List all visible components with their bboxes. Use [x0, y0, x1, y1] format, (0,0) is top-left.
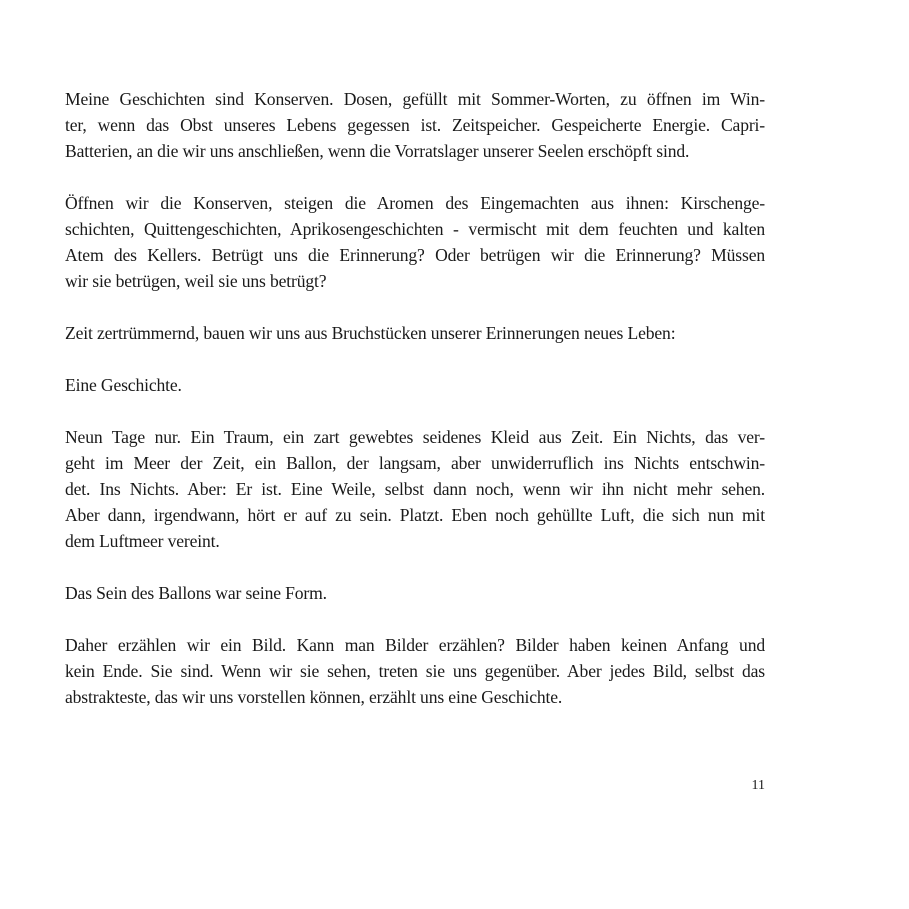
text-line: det. Ins Nichts. Aber: Er ist. Eine Weile, selbst dann noch, wenn wir ihn nicht mehr sehen. — [65, 479, 765, 499]
text-line: ter, wenn das Obst unseres Lebens gegessen ist. Zeitspeicher. Gespeicherte Energie. Capri- — [65, 115, 765, 135]
text-line: Neun Tage nur. Ein Traum, ein zart gewebtes seidenes Kleid aus Zeit. Ein Nichts, das ver- — [65, 427, 765, 447]
text-line: Das Sein des Ballons war seine Form. — [65, 583, 327, 603]
paragraph-neun-tage — [65, 424, 765, 554]
text-line: kein Ende. Sie sind. Wenn wir sie sehen, treten sie uns gegenüber. Aber jedes Bild, selbst das — [65, 661, 765, 681]
text-line: Batterien, an die wir uns anschließen, wenn die Vorratslager unserer Seelen erschöpft sind. — [65, 141, 690, 161]
text-line: Daher erzählen wir ein Bild. Kann man Bilder erzählen? Bilder haben keinen Anfang und — [65, 635, 765, 655]
text-line: Aber dann, irgendwann, hört er auf zu sein. Platzt. Eben noch gehüllte Luft, die sich nun mit — [65, 505, 765, 525]
text-line: Meine Geschichten sind Konserven. Dosen, gefüllt mit Sommer-Worten, zu öffnen im Win- — [65, 89, 765, 109]
text-line: geht im Meer der Zeit, ein Ballon, der langsam, aber unwiderruflich ins Nichts entschwin- — [65, 453, 765, 473]
page-body — [65, 86, 765, 736]
text-line: schichten, Quittengeschichten, Aprikosengeschichten - vermischt mit dem feuchten und kalten — [65, 219, 765, 239]
paragraph-erinnerung — [65, 190, 765, 294]
paragraph-eine-geschichte — [65, 372, 765, 398]
text-line: Öffnen wir die Konserven, steigen die Aromen des Eingemachten aus ihnen: Kirschenge- — [65, 193, 765, 213]
text-line: Zeit zertrümmernd, bauen wir uns aus Bruchstücken unserer Erinnerungen neues Leben: — [65, 323, 676, 343]
paragraph-bild — [65, 632, 765, 710]
text-line: Eine Geschichte. — [65, 375, 182, 395]
paragraph-ballon-form — [65, 580, 765, 606]
paragraph-zeit — [65, 320, 765, 346]
text-line: Atem des Kellers. Betrügt uns die Erinnerung? Oder betrügen wir die Erinnerung? Müssen — [65, 245, 765, 265]
paragraph-konserven — [65, 86, 765, 164]
text-line: abstrakteste, das wir uns vorstellen können, erzählt uns eine Geschichte. — [65, 687, 563, 707]
text-line: wir sie betrügen, weil sie uns betrügt? — [65, 271, 327, 291]
text-line: dem Luftmeer vereint. — [65, 531, 220, 551]
page-number: 11 — [751, 778, 765, 793]
